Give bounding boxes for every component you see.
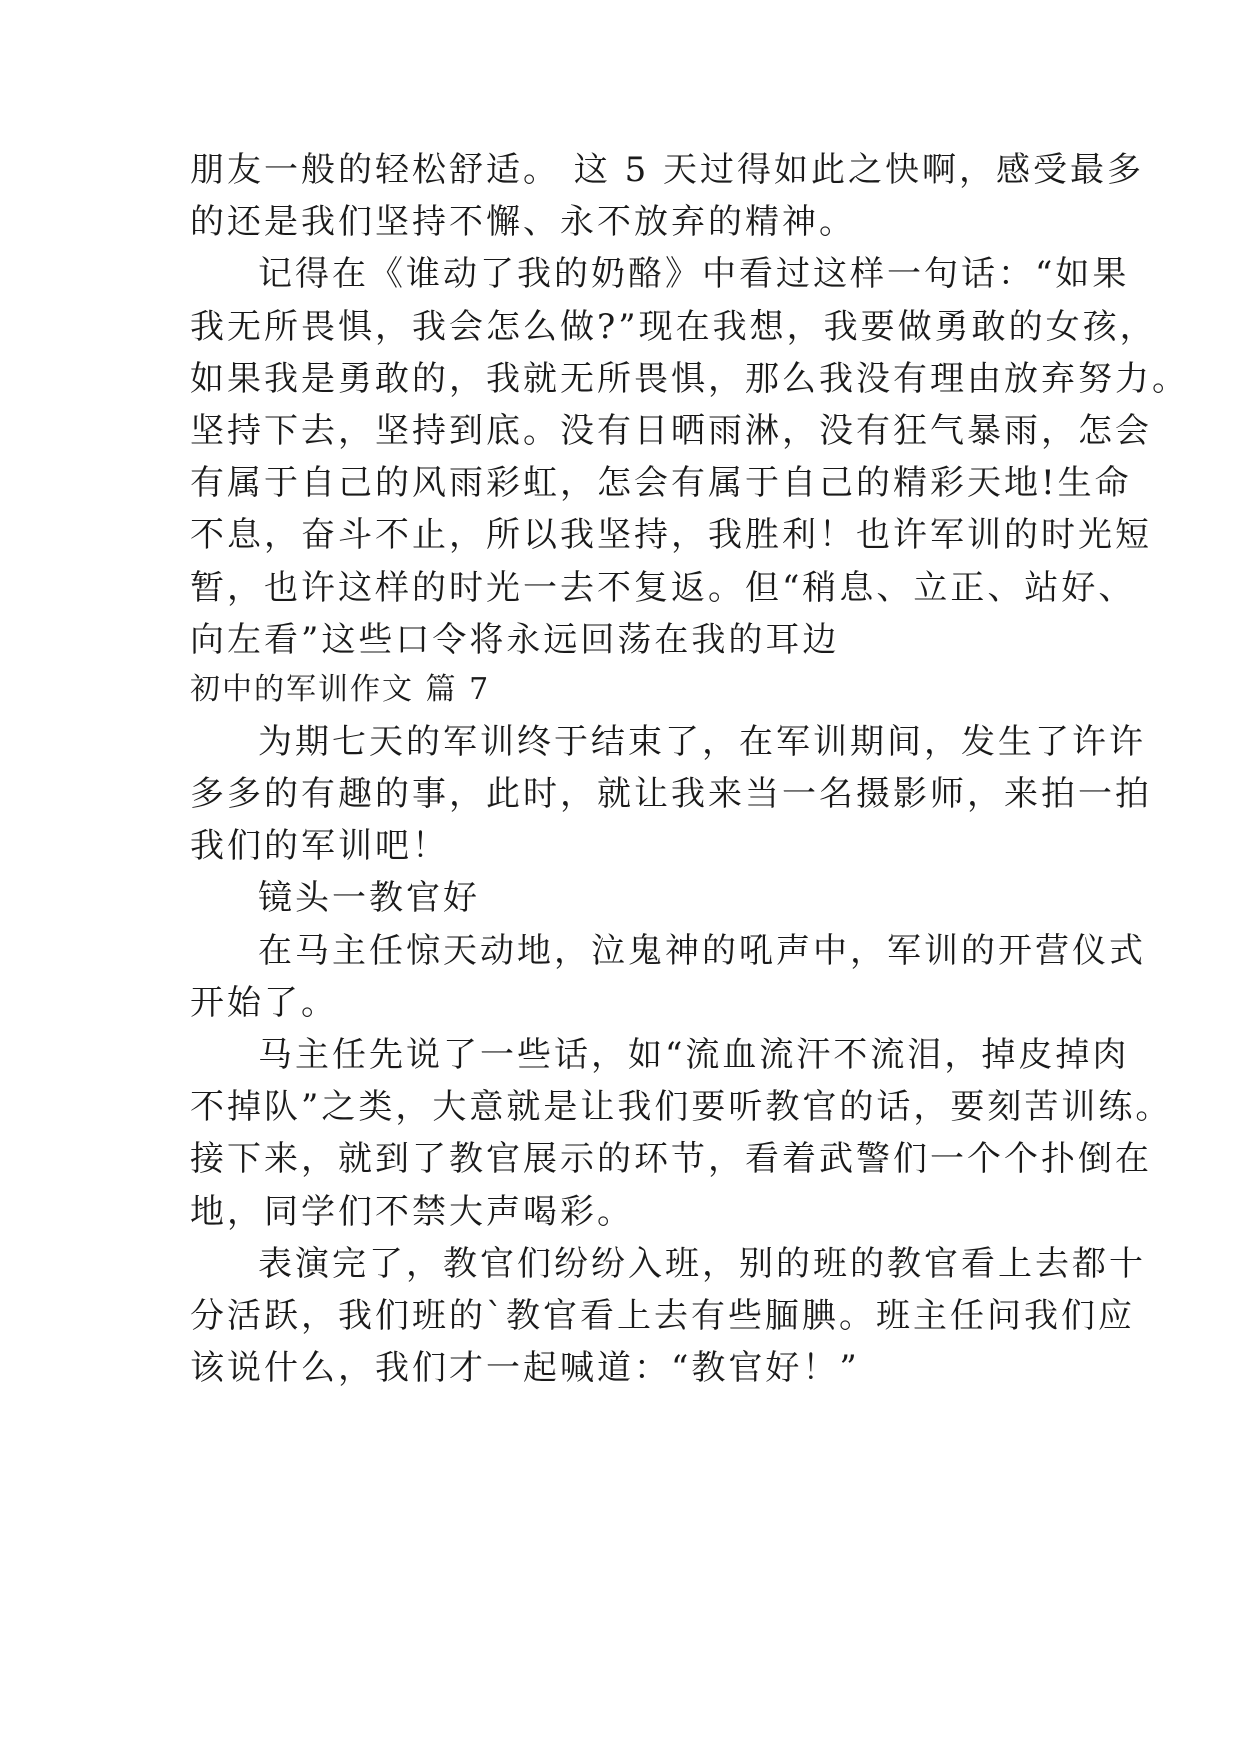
paragraph-line: 我们的军训吧！ <box>190 826 449 866</box>
paragraph-line: 有属于自己的风雨彩虹，怎会有属于自己的精彩天地!生命 <box>190 463 1132 503</box>
paragraph-line: 暂，也许这样的时光一去不复返。但“稍息、立正、站好、 <box>190 568 1136 608</box>
paragraph-line: 在马主任惊天动地，泣鬼神的吼声中，军训的开营仪式 <box>258 931 1146 971</box>
paragraph-line: 该说什么，我们才一起喊道：“教官好！” <box>190 1348 860 1388</box>
paragraph-line: 分活跃，我们班的`教官看上去有些腼腆。班主任问我们应 <box>190 1296 1135 1336</box>
paragraph-line: 接下来，就到了教官展示的环节，看着武警们一个个扑倒在 <box>190 1139 1152 1179</box>
paragraph-line: 表演完了，教官们纷纷入班，别的班的教官看上去都十 <box>258 1244 1146 1284</box>
paragraph-line: 开始了。 <box>190 983 338 1023</box>
paragraph-line: 朋友一般的轻松舒适。 这 5 天过得如此之快啊，感受最多 <box>190 150 1145 190</box>
paragraph-line: 坚持下去，坚持到底。没有日晒雨淋，没有狂气暴雨，怎会 <box>190 411 1152 451</box>
paragraph-line: 为期七天的军训终于结束了，在军训期间，发生了许许 <box>258 722 1146 762</box>
paragraph-line: 的还是我们坚持不懈、永不放弃的精神。 <box>190 202 856 242</box>
paragraph-line: 不息，奋斗不止，所以我坚持，我胜利！也许军训的时光短 <box>190 515 1152 555</box>
paragraph-line: 地，同学们不禁大声喝彩。 <box>190 1192 634 1232</box>
paragraph-line: 我无所畏惧，我会怎么做?”现在我想，我要做勇敢的女孩， <box>190 307 1157 347</box>
paragraph-line: 马主任先说了一些话，如“流血流汗不流泪，掉皮掉肉 <box>258 1035 1130 1075</box>
paragraph-line: 不掉队”之类，大意就是让我们要听教官的话，要刻苦训练。 <box>190 1087 1173 1127</box>
paragraph-line: 向左看”这些口令将永远回荡在我的耳边 <box>190 620 840 660</box>
paragraph-line: 如果我是勇敢的，我就无所畏惧，那么我没有理由放弃努力。 <box>190 359 1189 399</box>
section-heading: 初中的军训作文 篇 7 <box>190 672 491 707</box>
paragraph-line: 记得在《谁动了我的奶酪》中看过这样一句话：“如果 <box>258 254 1130 294</box>
paragraph-line: 多多的有趣的事，此时，就让我来当一名摄影师，来拍一拍 <box>190 774 1152 814</box>
subheading-line: 镜头一教官好 <box>258 878 480 918</box>
